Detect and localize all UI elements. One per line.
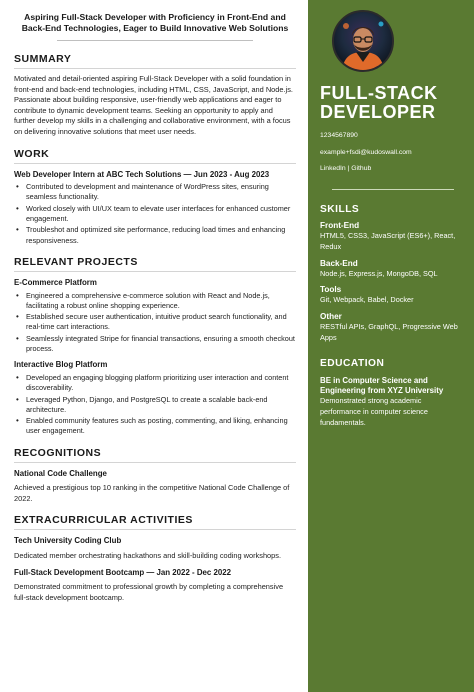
list-item: • Contributed to development and maintenance of WordPress sites, ensuring seamless functionality. <box>14 182 296 203</box>
activity-text: Dedicated member orchestrating hackathons and skill-building coding workshops. <box>14 551 282 561</box>
sidebar <box>308 0 474 692</box>
education-text: Demonstrated strong academic performance in computer science fundamentals. <box>320 396 428 427</box>
work-heading: WORK <box>14 147 50 160</box>
activity-text: Demonstrated commitment to professional growth by completing a comprehensive full-stack development bootcamp. <box>14 582 284 602</box>
skill-items: HTML5, CSS3, JavaScript (ES6+), React, Redux <box>320 231 456 251</box>
summary-heading: SUMMARY <box>14 53 72 65</box>
list-item: • Enabled community features such as posting, commenting, and liking, enhancing user engagement. <box>14 416 296 437</box>
sidebar-title-line-1: FULL-STACK <box>320 83 438 103</box>
skill-category: Other <box>320 312 342 322</box>
project-bullet-list <box>14 373 296 437</box>
project-bullet-list <box>14 291 296 355</box>
social-links <box>320 165 462 172</box>
skills-heading: SKILLS <box>320 204 360 215</box>
activity-title: Tech University Coding Club <box>14 536 122 546</box>
project-title: E-Commerce Platform <box>14 277 97 287</box>
list-item: • Seamlessly integrated Stripe for financial transactions, ensuring a smooth checkout process. <box>14 334 296 355</box>
skill-category: Tools <box>320 285 342 295</box>
work-divider <box>14 163 296 164</box>
summary-divider <box>14 68 296 69</box>
github-link[interactable]: Github <box>351 165 372 172</box>
projects-divider <box>14 271 296 272</box>
sidebar-title <box>320 84 462 122</box>
recognition-title: National Code Challenge <box>14 468 107 478</box>
list-item: • Developed an engaging blogging platform prioritizing user interaction and content discoverability. <box>14 373 296 394</box>
phone-number: 1234567890 <box>320 132 358 139</box>
headline-divider <box>57 40 253 41</box>
extracurricular-heading: EXTRACURRICULAR ACTIVITIES <box>14 514 193 527</box>
degree-title: BE in Computer Science and Engineering from XYZ University <box>320 375 444 395</box>
skill-items: Git, Webpack, Babel, Docker <box>320 295 414 305</box>
list-item: • Leveraged Python, Django, and PostgreSQL to create a scalable back-end architecture. <box>14 395 296 416</box>
portrait-illustration <box>334 12 392 70</box>
list-item: • Troubleshot and optimized site performance, reducing load times and enhancing responsiveness. <box>14 225 296 246</box>
skill-category: Front-End <box>320 221 360 230</box>
sidebar-divider <box>332 189 454 190</box>
resume-headline: Aspiring Full-Stack Developer with Proficiency in Front-End and Back-End Technologies, Eager to Build Innovative Web Solutions <box>21 12 289 33</box>
recognitions-heading: RECOGNITIONS <box>14 446 102 459</box>
email-link[interactable]: example+fsdi@kudoswall.com <box>320 149 412 156</box>
link-separator: | <box>347 165 350 172</box>
recognitions-divider <box>14 462 296 463</box>
skill-items: RESTful APIs, GraphQL, Progressive Web Apps <box>320 322 458 342</box>
skill-items: Node.js, Express.js, MongoDB, SQL <box>320 268 438 278</box>
activity-title: Full-Stack Development Bootcamp — Jan 2022 - Dec 2022 <box>14 567 232 577</box>
work-bullet-list <box>14 182 296 246</box>
summary-text: Motivated and detail-oriented aspiring Full-Stack Developer with a solid foundation in front-end and back-end technologies, including HTML, CSS, JavaScript, and Node.js. Passionate about building responsive, user-friendly web applications and eager to contribute to dynamic development teams. Seeking an opportunity to apply and further develop my skills in a challenging and collaborative environment, with a focus on delivering innovative solutions that meet user needs. <box>14 74 293 136</box>
projects-heading: RELEVANT PROJECTS <box>14 255 138 268</box>
skill-category: Back-End <box>320 258 358 268</box>
project-title: Interactive Blog Platform <box>14 360 108 370</box>
list-item: • Worked closely with UI/UX team to elevate user interfaces for enhanced customer engagement. <box>14 204 296 225</box>
linkedin-link[interactable]: LinkedIn <box>320 165 346 172</box>
sidebar-title-line-2: DEVELOPER <box>320 102 436 122</box>
recognition-text: Achieved a prestigious top 10 ranking in the competitive National Code Challenge of 2022. <box>14 483 290 503</box>
extracurricular-divider <box>14 529 296 530</box>
list-item: • Engineered a comprehensive e-commerce solution with React and Node.js, facilitating a robust online shopping experience. <box>14 291 296 312</box>
avatar <box>332 10 394 72</box>
list-item: • Established secure user authentication, intuitive product search functionality, and real-time cart interactions. <box>14 312 296 333</box>
education-heading: EDUCATION <box>320 357 385 369</box>
job-title: Web Developer Intern at ABC Tech Solutions — Jun 2023 - Aug 2023 <box>14 169 270 179</box>
